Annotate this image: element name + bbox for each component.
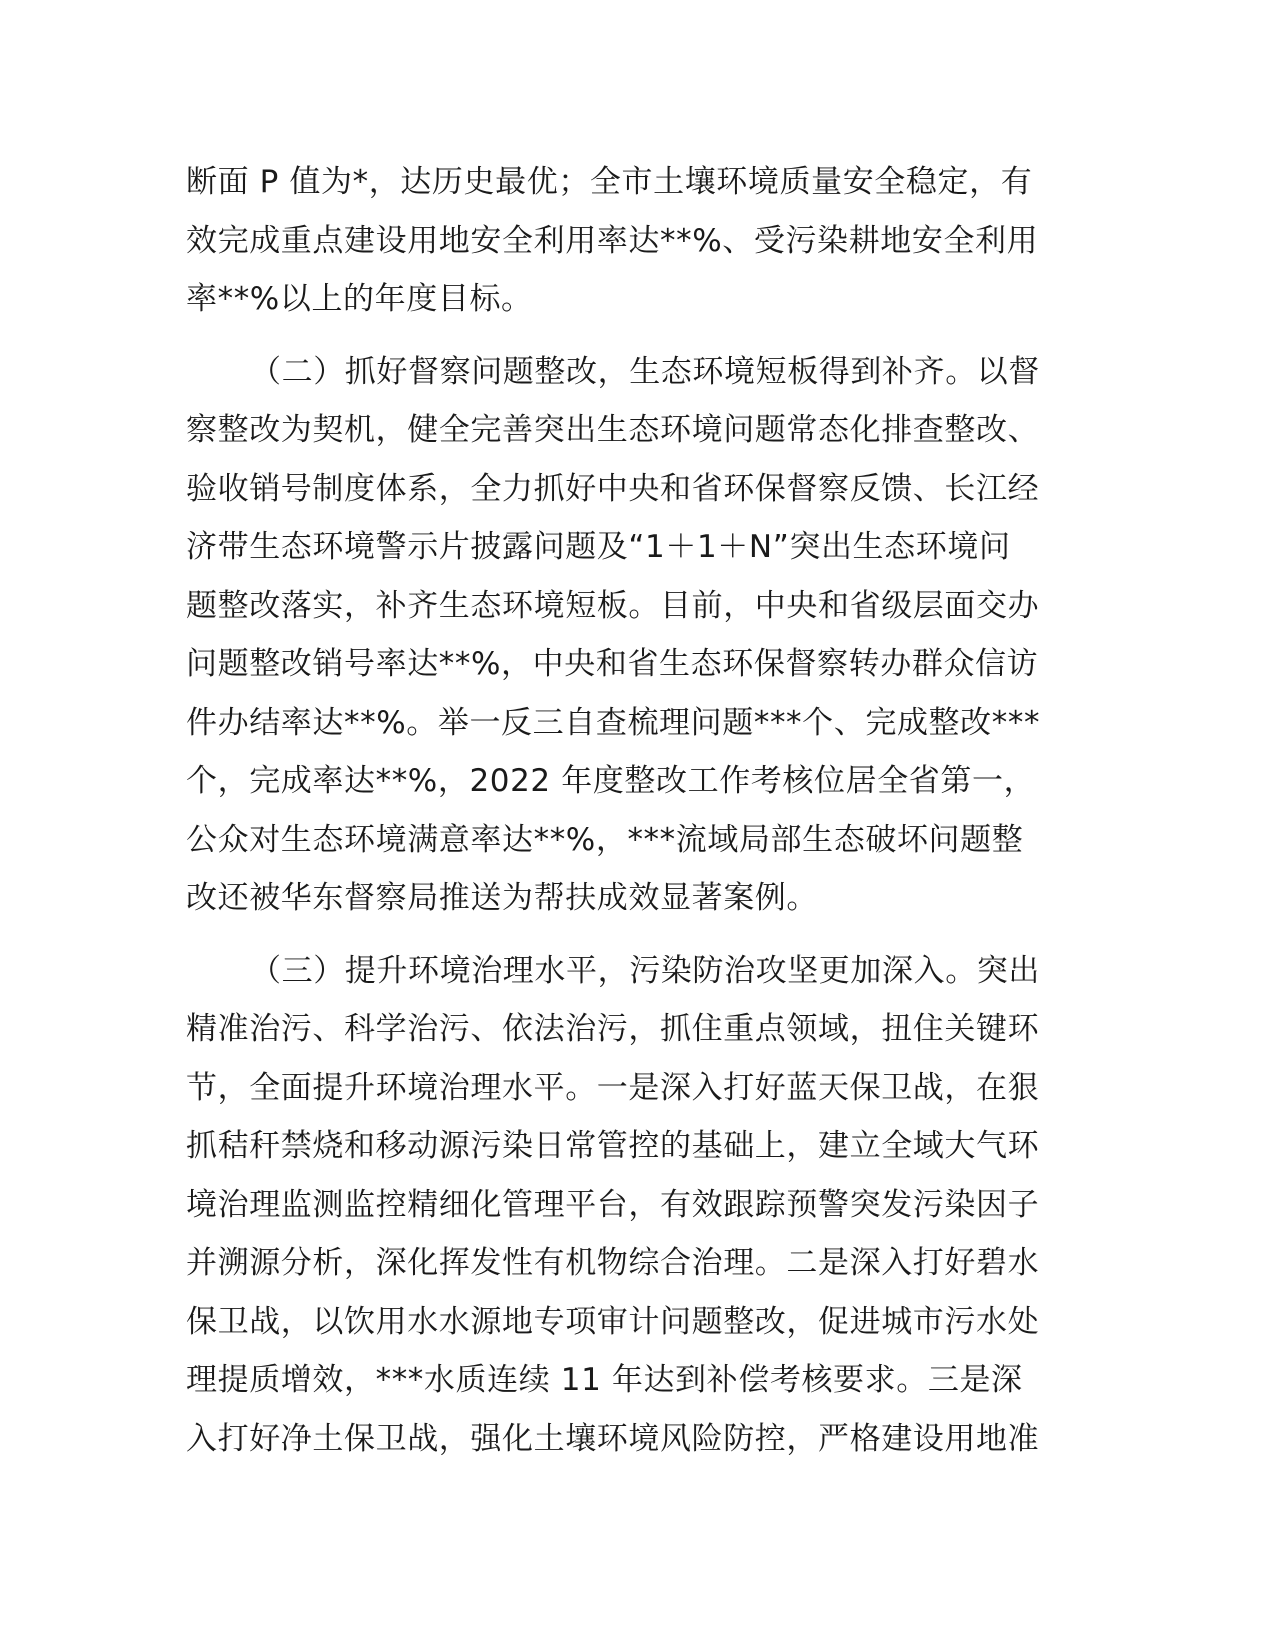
text-line: 个，完成率达**%，2022 年度整改工作考核位居全省第一， — [186, 763, 1036, 799]
paragraph-environmental-governance — [186, 942, 1086, 1469]
text-line: 节，全面提升环境治理水平。一是深入打好蓝天保卫战，在狠 — [186, 1069, 1040, 1106]
text-line: 公众对生态环境满意率达**%，***流域局部生态破坏问题整 — [186, 821, 1024, 858]
text-line: 件办结率达**%。举一反三自查梳理问题***个、完成整改*** — [186, 704, 1041, 741]
text-line: 验收销号制度体系，全力抓好中央和省环保督察反馈、长江经 — [186, 470, 1040, 507]
text-line: 并溯源分析，深化挥发性有机物综合治理。二是深入打好碧水 — [186, 1245, 1040, 1281]
text-line: 抓秸秆禁烧和移动源污染日常管控的基础上，建立全域大气环 — [186, 1128, 1040, 1164]
text-line: 问题整改销号率达**%，中央和省生态环保督察转办群众信访 — [186, 646, 1039, 682]
text-line: 入打好净土保卫战，强化土壤环境风险防控，严格建设用地准 — [186, 1420, 1040, 1457]
text-line: 题整改落实，补齐生态环境短板。目前，中央和省级层面交办 — [186, 587, 1040, 624]
paragraph-inspection-rectification — [186, 343, 1086, 928]
paragraph-soil-quality — [186, 153, 1086, 329]
text-line: 保卫战，以饮用水水源地专项审计问题整改，促进城市污水处 — [186, 1303, 1040, 1340]
text-line: 济带生态环境警示片披露问题及“1＋1＋N”突出生态环境问 — [186, 529, 1011, 565]
paragraph-spacer — [186, 928, 1086, 942]
text-line: 境治理监测监控精细化管理平台，有效跟踪预警突发污染因子 — [186, 1186, 1040, 1223]
text-line: 率**%以上的年度目标。 — [186, 281, 533, 317]
text-line: 理提质增效，***水质连续 11 年达到补偿考核要求。三是深 — [186, 1362, 1023, 1398]
document-body — [186, 153, 1086, 1468]
text-line: 精准治污、科学治污、依法治污，抓住重点领域，扭住关键环 — [186, 1011, 1040, 1047]
text-line: 断面 P 值为*，达历史最优；全市土壤环境质量安全稳定，有 — [186, 164, 1033, 200]
text-line: 察整改为契机，健全完善突出生态环境问题常态化排查整改、 — [186, 412, 1040, 448]
text-line: 改还被华东督察局推送为帮扶成效显著案例。 — [186, 880, 818, 916]
text-line: （三）提升环境治理水平，污染防治攻坚更加深入。突出 — [250, 952, 1040, 989]
text-line: （二）抓好督察问题整改，生态环境短板得到补齐。以督 — [250, 353, 1040, 390]
text-line: 效完成重点建设用地安全利用率达**%、受污染耕地安全利用 — [186, 222, 1039, 259]
paragraph-spacer — [186, 329, 1086, 343]
